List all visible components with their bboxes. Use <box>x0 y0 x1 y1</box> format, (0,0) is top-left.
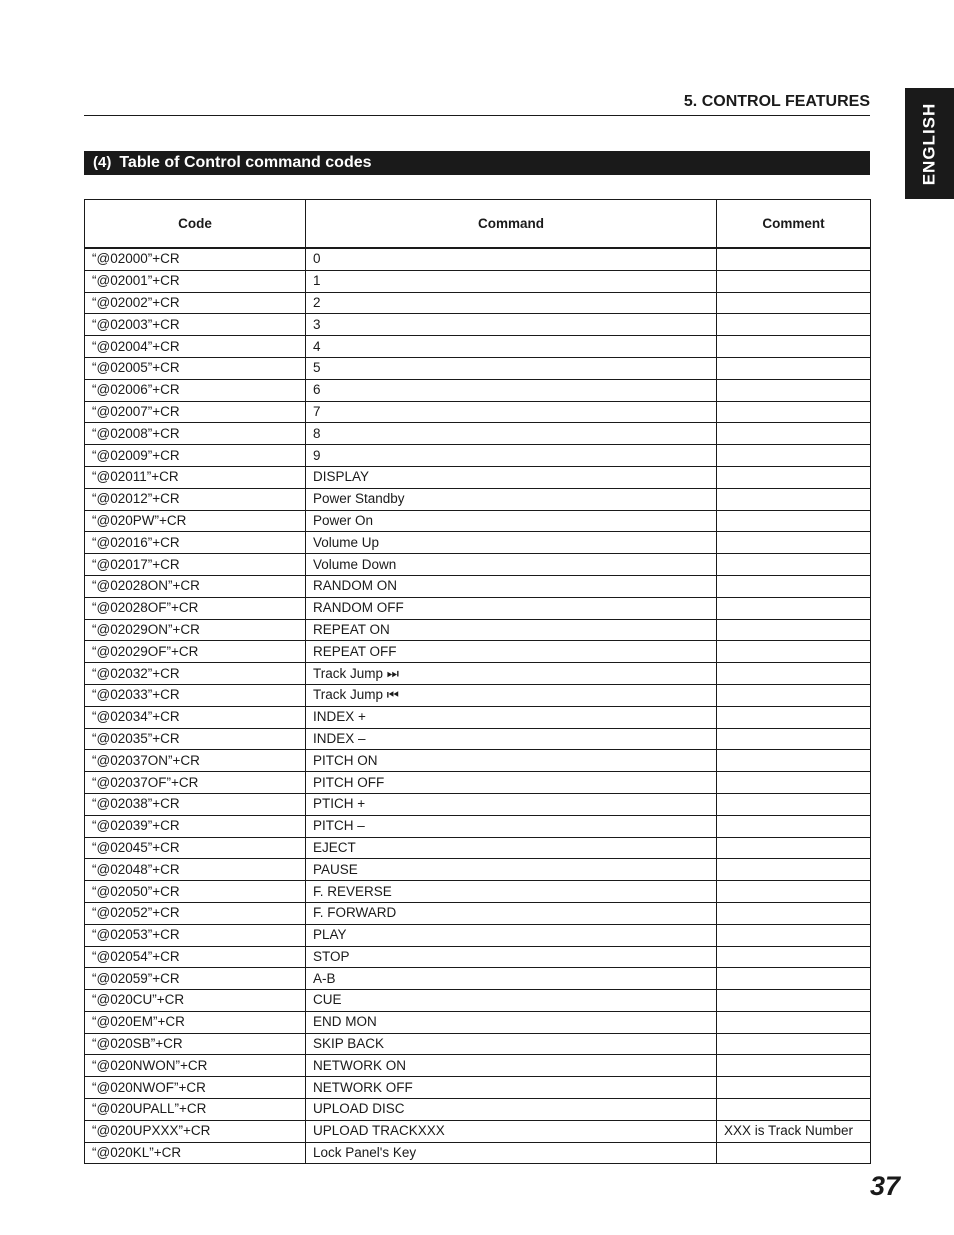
table-row <box>85 684 871 706</box>
command-cell: 5 <box>306 357 717 379</box>
comment-cell <box>717 706 871 728</box>
table-row <box>85 379 871 401</box>
comment-cell <box>717 292 871 314</box>
code-cell: “@02054”+CR <box>85 946 306 968</box>
table-row <box>85 554 871 576</box>
code-cell: “@020PW”+CR <box>85 510 306 532</box>
command-cell: Track Jump ⏭ <box>306 663 717 685</box>
comment-cell <box>717 1033 871 1055</box>
command-cell: A-B <box>306 968 717 990</box>
table-row <box>85 510 871 532</box>
code-cell: “@02029ON”+CR <box>85 619 306 641</box>
table-row <box>85 336 871 358</box>
command-cell: 8 <box>306 423 717 445</box>
table-row <box>85 445 871 467</box>
language-tab-label: ENGLISH <box>919 102 939 185</box>
code-cell: “@02029OF”+CR <box>85 641 306 663</box>
comment-cell <box>717 1011 871 1033</box>
table-header-row <box>85 200 871 249</box>
comment-cell: XXX is Track Number <box>717 1120 871 1142</box>
language-tab <box>905 88 954 199</box>
comment-cell <box>717 445 871 467</box>
table-row <box>85 270 871 292</box>
table-row <box>85 924 871 946</box>
comment-cell <box>717 924 871 946</box>
code-cell: “@02009”+CR <box>85 445 306 467</box>
comment-cell <box>717 336 871 358</box>
comment-cell <box>717 248 871 270</box>
command-cell: EJECT <box>306 837 717 859</box>
command-cell: Lock Panel's Key <box>306 1142 717 1164</box>
table-row <box>85 968 871 990</box>
table-row <box>85 314 871 336</box>
column-header-command: Command <box>306 200 717 249</box>
comment-cell <box>717 1099 871 1121</box>
code-cell: “@02016”+CR <box>85 532 306 554</box>
code-cell: “@02002”+CR <box>85 292 306 314</box>
command-cell: PITCH ON <box>306 750 717 772</box>
command-cell: PAUSE <box>306 859 717 881</box>
command-cell: RANDOM ON <box>306 575 717 597</box>
table-row <box>85 881 871 903</box>
code-cell: “@02032”+CR <box>85 663 306 685</box>
comment-cell <box>717 990 871 1012</box>
table-row <box>85 793 871 815</box>
comment-cell <box>717 684 871 706</box>
command-cell: 0 <box>306 248 717 270</box>
comment-cell <box>717 314 871 336</box>
table-row <box>85 728 871 750</box>
command-cell: UPLOAD DISC <box>306 1099 717 1121</box>
command-cell: 6 <box>306 379 717 401</box>
code-cell: “@02005”+CR <box>85 357 306 379</box>
code-cell: “@02034”+CR <box>85 706 306 728</box>
comment-cell <box>717 641 871 663</box>
code-cell: “@02006”+CR <box>85 379 306 401</box>
comment-cell <box>717 663 871 685</box>
table-row <box>85 1142 871 1164</box>
command-cell: Volume Down <box>306 554 717 576</box>
code-cell: “@02053”+CR <box>85 924 306 946</box>
command-cell: INDEX + <box>306 706 717 728</box>
table-row <box>85 902 871 924</box>
table-row <box>85 248 871 270</box>
table-row <box>85 597 871 619</box>
table-number: (4) <box>93 154 112 171</box>
comment-cell <box>717 357 871 379</box>
comment-cell <box>717 902 871 924</box>
code-cell: “@02059”+CR <box>85 968 306 990</box>
comment-cell <box>717 619 871 641</box>
code-cell: “@02004”+CR <box>85 336 306 358</box>
code-cell: “@02048”+CR <box>85 859 306 881</box>
code-cell: “@02012”+CR <box>85 488 306 510</box>
command-cell: DISPLAY <box>306 466 717 488</box>
comment-cell <box>717 488 871 510</box>
code-cell: “@020SB”+CR <box>85 1033 306 1055</box>
command-cell: PLAY <box>306 924 717 946</box>
command-cell: RANDOM OFF <box>306 597 717 619</box>
code-cell: “@020KL”+CR <box>85 1142 306 1164</box>
table-row <box>85 663 871 685</box>
command-cell: NETWORK ON <box>306 1055 717 1077</box>
table-row <box>85 772 871 794</box>
command-cell: REPEAT ON <box>306 619 717 641</box>
code-cell: “@020UPALL”+CR <box>85 1099 306 1121</box>
code-cell: “@02038”+CR <box>85 793 306 815</box>
command-cell: 7 <box>306 401 717 423</box>
command-cell: UPLOAD TRACKXXX <box>306 1120 717 1142</box>
comment-cell <box>717 946 871 968</box>
comment-cell <box>717 423 871 445</box>
code-cell: “@02011”+CR <box>85 466 306 488</box>
code-cell: “@02037ON”+CR <box>85 750 306 772</box>
comment-cell <box>717 466 871 488</box>
table-row <box>85 706 871 728</box>
command-cell: REPEAT OFF <box>306 641 717 663</box>
table-row <box>85 423 871 445</box>
command-cell: 1 <box>306 270 717 292</box>
command-cell: Power Standby <box>306 488 717 510</box>
comment-cell <box>717 750 871 772</box>
comment-cell <box>717 728 871 750</box>
table-row <box>85 619 871 641</box>
code-cell: “@020NWOF”+CR <box>85 1077 306 1099</box>
code-cell: “@02052”+CR <box>85 902 306 924</box>
table-row <box>85 488 871 510</box>
code-cell: “@020UPXXX”+CR <box>85 1120 306 1142</box>
command-cell: PTICH + <box>306 793 717 815</box>
table-row <box>85 292 871 314</box>
code-cell: “@02007”+CR <box>85 401 306 423</box>
table-title: Table of Control command codes <box>119 154 372 171</box>
code-cell: “@02039”+CR <box>85 815 306 837</box>
code-cell: “@02003”+CR <box>85 314 306 336</box>
table-row <box>85 401 871 423</box>
table-row <box>85 1120 871 1142</box>
table-row <box>85 532 871 554</box>
code-cell: “@02035”+CR <box>85 728 306 750</box>
table-row <box>85 946 871 968</box>
comment-cell <box>717 968 871 990</box>
comment-cell <box>717 575 871 597</box>
table-row <box>85 575 871 597</box>
code-cell: “@02037OF”+CR <box>85 772 306 794</box>
column-header-code: Code <box>85 200 306 249</box>
table-row <box>85 1011 871 1033</box>
comment-cell <box>717 1055 871 1077</box>
comment-cell <box>717 859 871 881</box>
section-header: 5. CONTROL FEATURES <box>683 93 870 110</box>
command-cell: 4 <box>306 336 717 358</box>
code-cell: “@02050”+CR <box>85 881 306 903</box>
command-cell: CUE <box>306 990 717 1012</box>
command-cell: SKIP BACK <box>306 1033 717 1055</box>
table-row <box>85 815 871 837</box>
code-cell: “@02045”+CR <box>85 837 306 859</box>
comment-cell <box>717 379 871 401</box>
command-cell: PITCH OFF <box>306 772 717 794</box>
command-codes-table <box>84 199 871 1164</box>
comment-cell <box>717 270 871 292</box>
command-cell: Track Jump ⏮ <box>306 684 717 706</box>
table-row <box>85 750 871 772</box>
comment-cell <box>717 793 871 815</box>
comment-cell <box>717 510 871 532</box>
command-cell: 9 <box>306 445 717 467</box>
table-title-bar <box>84 151 870 175</box>
comment-cell <box>717 554 871 576</box>
comment-cell <box>717 815 871 837</box>
command-cell: NETWORK OFF <box>306 1077 717 1099</box>
command-cell: END MON <box>306 1011 717 1033</box>
table-row <box>85 466 871 488</box>
comment-cell <box>717 532 871 554</box>
code-cell: “@02008”+CR <box>85 423 306 445</box>
comment-cell <box>717 597 871 619</box>
table-row <box>85 1099 871 1121</box>
command-cell: F. FORWARD <box>306 902 717 924</box>
code-cell: “@020EM”+CR <box>85 1011 306 1033</box>
code-cell: “@02000”+CR <box>85 248 306 270</box>
comment-cell <box>717 1142 871 1164</box>
page-number: 37 <box>870 1171 901 1201</box>
code-cell: “@02017”+CR <box>85 554 306 576</box>
code-cell: “@02028ON”+CR <box>85 575 306 597</box>
code-cell: “@02028OF”+CR <box>85 597 306 619</box>
code-cell: “@02001”+CR <box>85 270 306 292</box>
table-body <box>85 248 871 1164</box>
command-cell: STOP <box>306 946 717 968</box>
table-row <box>85 1055 871 1077</box>
header-rule <box>84 115 870 116</box>
comment-cell <box>717 772 871 794</box>
table-row <box>85 859 871 881</box>
comment-cell <box>717 837 871 859</box>
table-row <box>85 990 871 1012</box>
command-cell: Power On <box>306 510 717 532</box>
table-row <box>85 1077 871 1099</box>
comment-cell <box>717 401 871 423</box>
table-row <box>85 1033 871 1055</box>
table-row <box>85 357 871 379</box>
table-row <box>85 837 871 859</box>
column-header-comment: Comment <box>717 200 871 249</box>
command-cell: 2 <box>306 292 717 314</box>
code-cell: “@020NWON”+CR <box>85 1055 306 1077</box>
comment-cell <box>717 1077 871 1099</box>
code-cell: “@020CU”+CR <box>85 990 306 1012</box>
command-cell: INDEX – <box>306 728 717 750</box>
command-cell: 3 <box>306 314 717 336</box>
table-row <box>85 641 871 663</box>
comment-cell <box>717 881 871 903</box>
code-cell: “@02033”+CR <box>85 684 306 706</box>
command-cell: Volume Up <box>306 532 717 554</box>
command-cell: PITCH – <box>306 815 717 837</box>
command-cell: F. REVERSE <box>306 881 717 903</box>
